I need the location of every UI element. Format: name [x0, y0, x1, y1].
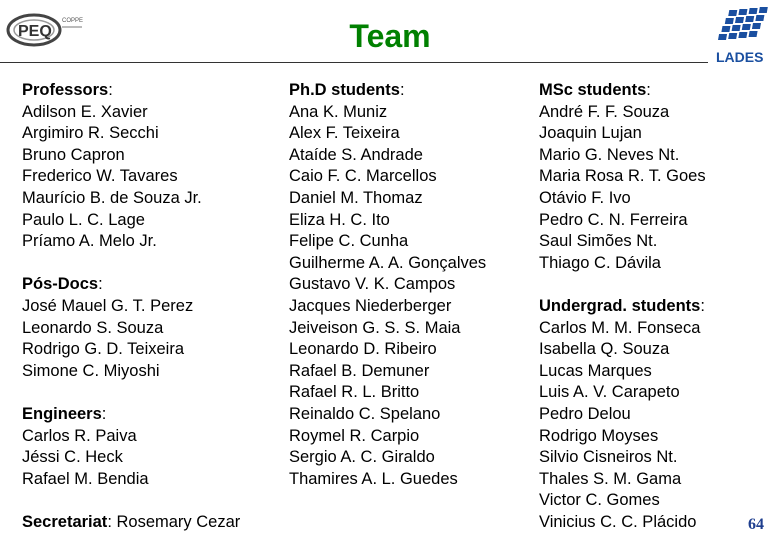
- list-item: Jéssi C. Heck: [22, 448, 123, 467]
- list-item: Rafael B. Demuner: [289, 361, 430, 380]
- section-heading: Engineers: [22, 404, 102, 423]
- list-item: Argimiro R. Secchi: [22, 124, 159, 143]
- list-item: Maria Rosa R. T. Goes: [539, 167, 706, 186]
- section-heading: Ph.D students: [289, 81, 400, 99]
- list-item: Pedro Delou: [539, 404, 631, 423]
- list-item: Reinaldo C. Spelano: [289, 404, 441, 423]
- section-secretariat: Secretariat: Rosemary Cezar: [22, 512, 241, 531]
- list-item: Pedro C. N. Ferreira: [539, 210, 688, 229]
- section-phd-students: Ph.D students: Ana K. Muniz Alex F. Teixeira Ataíde S. Andrade Caio F. C. Marcellos Daniel M. Thomaz Eliza H. C. Ito Felipe C. Cunha Guilherme A. A. Gonçalves Gustavo V. K. Campos Jacques Niederberger Jeiveison G. S. S. Maia Leonardo D. Ribeiro Rafael B. Demuner Rafael R. L. Britto Reinaldo C. Spelano Roymel R. Carpio Sergio A. C. Giraldo Thamires A. L. Guedes: [289, 80, 486, 490]
- list-item: Rafael M. Bendia: [22, 469, 149, 488]
- list-item: Alex F. Teixeira: [289, 124, 400, 143]
- list-item: Victor C. Gomes: [539, 491, 660, 510]
- list-item: Isabella Q. Souza: [539, 340, 670, 359]
- list-item: Príamo A. Melo Jr.: [22, 232, 157, 251]
- list-item: Silvio Cisneiros Nt.: [539, 448, 678, 467]
- list-item: Thales S. M. Gama: [539, 469, 682, 488]
- page-title: Team: [349, 18, 431, 54]
- list-item: Daniel M. Thomaz: [289, 188, 423, 207]
- lades-logo-text: LADES: [716, 49, 764, 65]
- list-item: Guilherme A. A. Gonçalves: [289, 253, 487, 272]
- section-heading: Pós-Docs: [22, 275, 99, 294]
- list-item: Vinicius C. C. Plácido: [539, 512, 697, 531]
- list-item: Sergio A. C. Giraldo: [289, 448, 435, 467]
- list-item: Leonardo D. Ribeiro: [289, 340, 437, 359]
- list-item: Frederico W. Tavares: [22, 167, 178, 186]
- list-item: Luis A. V. Carapeto: [539, 383, 680, 402]
- list-item: Paulo L. C. Lage: [22, 210, 145, 229]
- section-msc-students: MSc students: André F. F. Souza Joaquin Lujan Mario G. Neves Nt. Maria Rosa R. T. Goes Otávio F. Ivo Pedro C. N. Ferreira Saul Simões Nt. Thiago C. Dávila: [539, 80, 706, 274]
- list-item: Jacques Niederberger: [289, 296, 452, 315]
- list-item: Mario G. Neves Nt.: [539, 145, 680, 164]
- list-item: Simone C. Miyoshi: [22, 361, 160, 380]
- section-professors: Professors: Adilson E. Xavier Argimiro R. Secchi Bruno Capron Frederico W. Tavares Maurício B. de Souza Jr. Paulo L. C. Lage Príamo A. Melo Jr.: [22, 80, 240, 253]
- list-item: Ana K. Muniz: [289, 102, 388, 121]
- list-item: Saul Simões Nt.: [539, 232, 658, 251]
- list-item: Otávio F. Ivo: [539, 188, 631, 207]
- list-item: Adilson E. Xavier: [22, 102, 148, 121]
- list-item: Thamires A. L. Guedes: [289, 469, 458, 488]
- column-phd: [289, 80, 486, 490]
- section-heading: Undergrad. students: [539, 296, 701, 315]
- section-heading: MSc students: [539, 81, 647, 99]
- peq-logo-small-text: COPPE: [62, 18, 84, 24]
- list-item: Leonardo S. Souza: [22, 318, 164, 337]
- list-item: Rodrigo G. D. Teixeira: [22, 340, 185, 359]
- list-item: Lucas Marques: [539, 361, 652, 380]
- list-item: Bruno Capron: [22, 145, 125, 164]
- section-engineers: Engineers: Carlos R. Paiva Jéssi C. Heck Rafael M. Bendia: [22, 404, 240, 490]
- list-item: Carlos R. Paiva: [22, 426, 137, 445]
- list-item: Joaquin Lujan: [539, 124, 642, 143]
- list-item: Rodrigo Moyses: [539, 426, 659, 445]
- list-item: Rafael R. L. Britto: [289, 383, 420, 402]
- header-divider: [0, 62, 708, 63]
- lades-logo: [708, 4, 778, 66]
- list-item: Caio F. C. Marcellos: [289, 167, 437, 186]
- list-item: Roymel R. Carpio: [289, 426, 420, 445]
- list-item: Ataíde S. Andrade: [289, 145, 423, 164]
- list-item: Eliza H. C. Ito: [289, 210, 390, 229]
- section-heading: Secretariat: [22, 512, 108, 531]
- list-item: Felipe C. Cunha: [289, 232, 409, 251]
- secretariat-name: Rosemary Cezar: [116, 512, 241, 531]
- list-item: Thiago C. Dávila: [539, 253, 661, 272]
- page-number: 64: [748, 516, 764, 533]
- list-item: Jeiveison G. S. S. Maia: [289, 318, 461, 337]
- section-heading: Professors: [22, 81, 109, 99]
- section-postdocs: Pós-Docs: José Mauel G. T. Perez Leonardo S. Souza Rodrigo G. D. Teixeira Simone C. Miyoshi: [22, 274, 240, 382]
- column-msc-undergrad: [539, 80, 706, 533]
- list-item: Maurício B. de Souza Jr.: [22, 188, 202, 207]
- list-item: Carlos M. M. Fonseca: [539, 318, 701, 337]
- list-item: José Mauel G. T. Perez: [22, 296, 194, 315]
- section-undergrad-students: Undergrad. students: Carlos M. M. Fonseca Isabella Q. Souza Lucas Marques Luis A. V. Carapeto Pedro Delou Rodrigo Moyses Silvio Cisneiros Nt. Thales S. M. Gama Victor C. Gomes Vinicius C. C. Plácido: [539, 296, 706, 534]
- list-item: Gustavo V. K. Campos: [289, 275, 456, 294]
- list-item: André F. F. Souza: [539, 102, 670, 121]
- peq-logo-text: PEQ: [18, 23, 52, 40]
- column-faculty: [22, 80, 240, 533]
